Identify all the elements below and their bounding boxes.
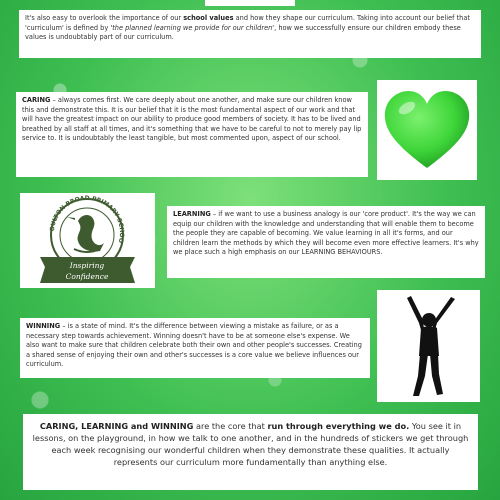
celebrating-child-silhouette-icon	[377, 290, 480, 402]
heart-image-box	[377, 80, 477, 180]
intro-school-values: school values	[183, 14, 234, 22]
caring-title: CARING	[22, 96, 51, 104]
school-logo-box	[20, 193, 155, 288]
intro-text-box	[19, 10, 481, 58]
winning-text: – is a state of mind. It's the difference between viewing a mistake as failure, or as a necessary step towards achievement. Winning doesn't have to be at someone else's expense. We also want to make sure that children celebrate both their own and other people's successes. Creating a shared sense of enjoying their own and other's successes is a core value we believe influences our curriculum.	[26, 322, 362, 369]
intro-text-2: and how they shape our curriculum. Taking into account our belief that 'curriculum' is defined by	[25, 14, 470, 32]
summary-text-2: You see it in lessons, on the playground, in how we talk to one another, and in the hundreds of stickers we get through each week recognising our wonderful children when they demonstrate these qualities. It actually represents our curriculum more fundamentally than anything else.	[32, 421, 469, 467]
intro-text-3: , how we successfully ensure our children embody these values is undoubtably part of our curriculum.	[25, 23, 461, 42]
intro-text-1: It's also easy to overlook the importance of our	[25, 14, 182, 22]
summary-run-through: run through everything we do.	[267, 421, 410, 431]
winning-title: WINNING	[26, 322, 61, 330]
learning-title: LEARNING	[173, 210, 211, 218]
caring-text-box	[16, 92, 368, 177]
top-strip	[205, 0, 295, 6]
school-logo-icon	[20, 193, 155, 288]
summary-values: CARING, LEARNING and WINNING	[39, 421, 194, 431]
celebration-image-box	[377, 290, 480, 402]
summary-text-box	[23, 414, 478, 490]
winning-text-box	[20, 318, 370, 378]
learning-text: – if we want to use a business analogy is our 'core product'. It's the way we can equip our children with the knowledge and understanding that will enable them to become the people they are capable of becoming. We value learning in all it's forms, and our children learn the methods by which they will become even more effective learners. It's why we place such a high emphasis on our LEARNING BEHAVIOURS.	[173, 210, 479, 257]
logo-banner-line1: Inspiring	[69, 261, 105, 270]
logo-ring-text: OULTON BROAD PRIMARY SCHOO	[48, 194, 126, 244]
green-heart-icon	[377, 80, 477, 180]
caring-text: – always comes first. We care deeply about one another, and make sure our children know this and demonstrate this. It is our belief that it is the most fundamental aspect of our work and that will have the greatest impact on our ability to produce good members of society. It has to be lived and breathed by all staff at all times, and it's something that we have to be careful to not to merely pay lip service to. It is undoubtably the least tangible, but most commented upon, aspect of our school.	[22, 96, 362, 143]
intro-quote: 'the planned learning we provide for our children'	[110, 23, 275, 32]
summary-text-1: are the core that	[195, 421, 265, 431]
logo-banner-line2: Confidence	[65, 272, 109, 281]
learning-text-box	[167, 206, 485, 278]
